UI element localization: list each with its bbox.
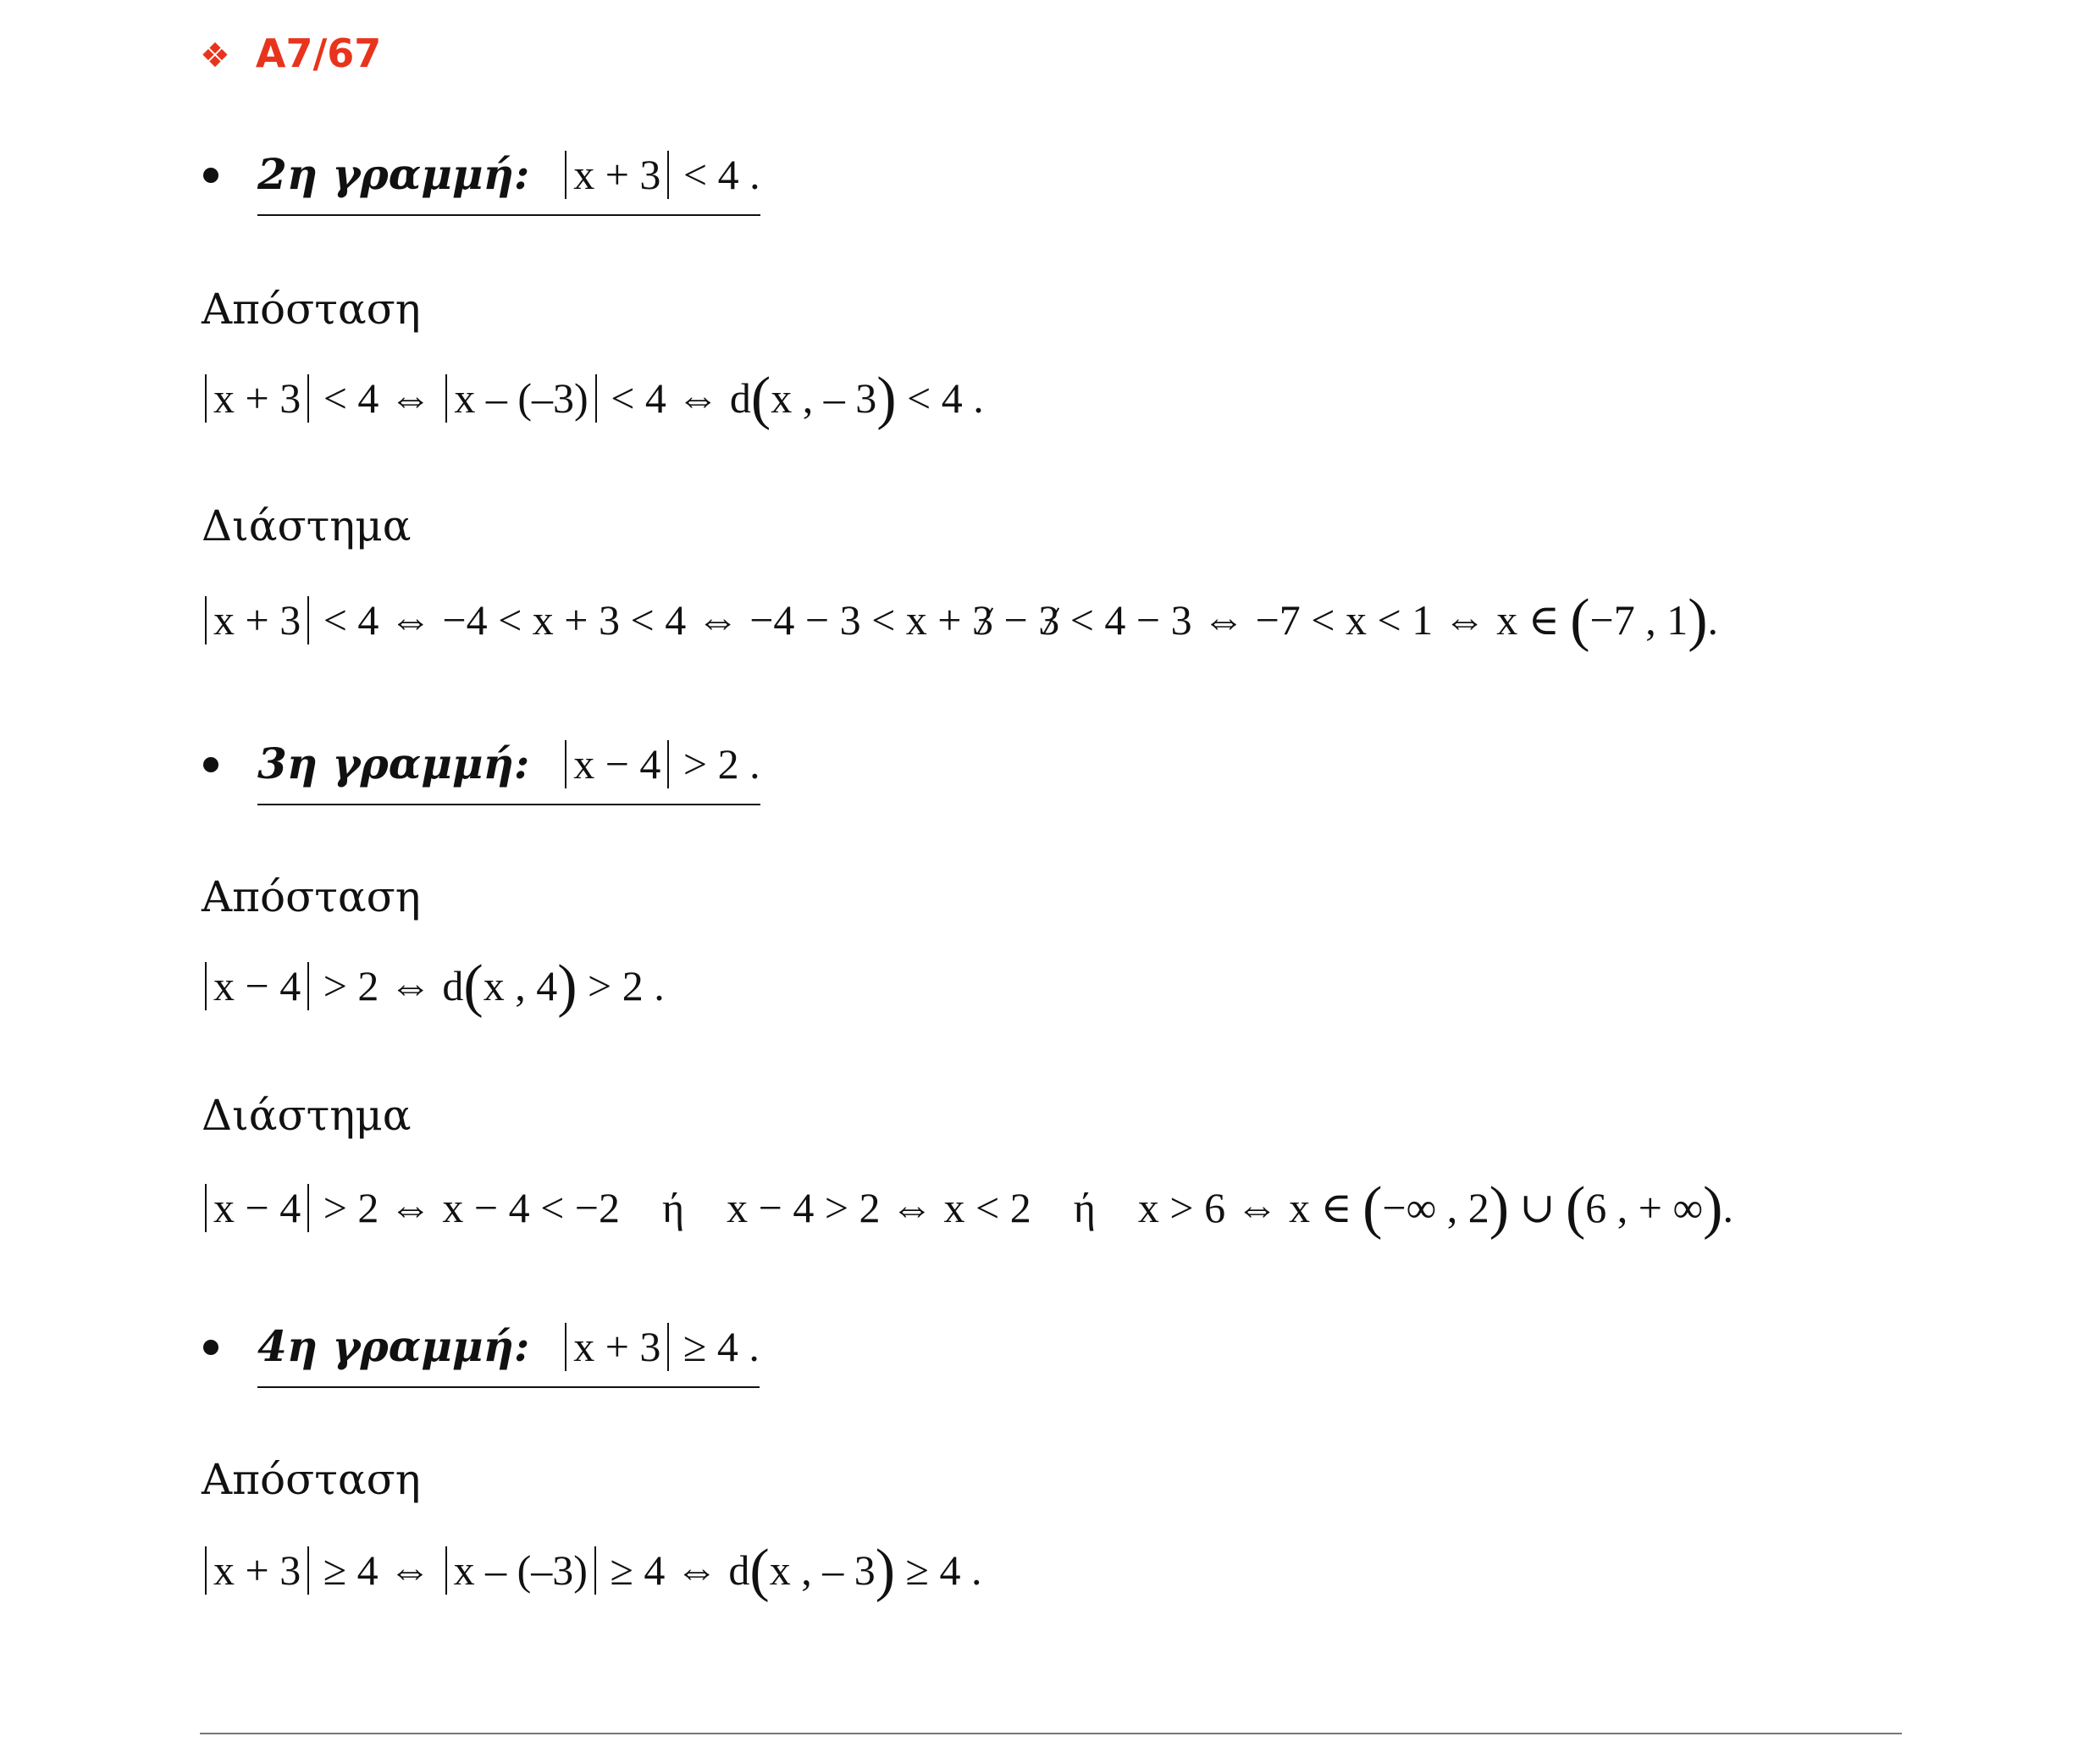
abs-value: x + 3 <box>205 374 309 423</box>
distance-args: x , 4 <box>483 962 558 1009</box>
abs-value: x – (–3) <box>445 1546 596 1595</box>
inequality-rest: > 2 . <box>672 740 760 788</box>
cancelled-term: 3 <box>1038 596 1060 644</box>
line-4-statement <box>257 1321 760 1388</box>
left-paren: ( <box>1570 588 1590 653</box>
line-4-label: 4η γραμμή: <box>257 1321 530 1371</box>
bullet-icon <box>203 757 218 772</box>
bullet-icon <box>203 1340 218 1355</box>
formula-text: . <box>1707 596 1719 644</box>
formula-text: < 4 ⇔ −4 < x + 3 < 4 ⇔ −4 − 3 < x + <box>312 596 972 644</box>
distance-label: Απόσταση <box>202 285 421 334</box>
left-paren: ( <box>749 1538 770 1603</box>
right-paren: ) <box>1688 588 1708 653</box>
formula-text: < 4 ⇔ <box>312 374 443 422</box>
formula-text: ≥ 4 . <box>895 1546 982 1594</box>
interval-label: Διάστημα <box>202 501 412 550</box>
line-3-statement <box>257 738 760 805</box>
inequality-rest: ≥ 4 . <box>672 1323 760 1370</box>
exercise-number: A7/67 <box>255 30 382 76</box>
exercise-heading <box>200 30 381 76</box>
right-paren: ) <box>1703 1175 1723 1241</box>
distance-label: Απόσταση <box>202 1455 421 1504</box>
abs-value: x + 3 <box>565 1323 669 1371</box>
formula-text: > 2 . <box>577 962 665 1009</box>
interval-bounds: 6 , + ∞ <box>1585 1184 1704 1231</box>
formula-text: > 2 ⇔ x − 4 < −2 ή x − 4 > 2 ⇔ x < 2 ή x > 6 ⇔ x ∈ <box>312 1184 1363 1231</box>
inequality-rest: < 4 . <box>672 151 760 198</box>
distance-args: x , – 3 <box>769 1546 876 1594</box>
distance-args: x , – 3 <box>771 374 877 422</box>
right-paren: ) <box>875 1538 896 1603</box>
formula-text: . <box>1722 1184 1733 1231</box>
abs-value: x + 3 <box>565 151 669 199</box>
interval-bounds: −∞ , 2 <box>1382 1184 1489 1231</box>
right-paren: ) <box>876 366 897 431</box>
left-paren: ( <box>1362 1175 1383 1241</box>
formula-text: > 2 ⇔ d <box>312 962 464 1009</box>
left-paren: ( <box>750 366 771 431</box>
diamond-bullet-icon: ❖ <box>200 36 230 75</box>
formula-text: < 4 − 3 ⇔ −7 < x < 1 ⇔ x ∈ <box>1059 596 1571 644</box>
abs-value: x + 3 <box>205 1546 309 1595</box>
page-divider <box>200 1733 1902 1734</box>
line-2-statement <box>257 149 760 216</box>
distance-formula-3 <box>202 1538 982 1603</box>
formula-text: < 4 ⇔ d <box>600 374 751 422</box>
interval-bounds: −7 , 1 <box>1589 596 1688 644</box>
formula-text: < 4 . <box>896 374 984 422</box>
right-paren: ) <box>1489 1175 1510 1241</box>
union-symbol: ∪ <box>1509 1184 1566 1231</box>
right-paren: ) <box>557 954 578 1019</box>
abs-value: x – (–3) <box>445 374 596 423</box>
distance-label: Απόσταση <box>202 872 421 921</box>
interval-formula-1 <box>202 588 1719 653</box>
interval-label: Διάστημα <box>202 1091 412 1140</box>
left-paren: ( <box>463 954 484 1019</box>
abs-value: x − 4 <box>205 962 309 1010</box>
abs-value: x − 4 <box>565 740 669 788</box>
formula-text: − <box>993 596 1039 644</box>
left-paren: ( <box>1565 1175 1586 1241</box>
distance-formula-2 <box>202 954 665 1019</box>
interval-formula-2 <box>202 1175 1733 1241</box>
formula-text: ≥ 4 ⇔ d <box>599 1546 750 1594</box>
formula-text: ≥ 4 ⇔ <box>312 1546 442 1594</box>
line-2-label: 2η γραμμή: <box>257 149 530 199</box>
abs-value: x − 4 <box>205 1184 309 1232</box>
distance-formula-1 <box>202 366 984 431</box>
bullet-icon <box>203 168 218 183</box>
cancelled-term: 3 <box>972 596 993 644</box>
line-3-label: 3η γραμμή: <box>257 738 530 788</box>
abs-value: x + 3 <box>205 596 309 644</box>
